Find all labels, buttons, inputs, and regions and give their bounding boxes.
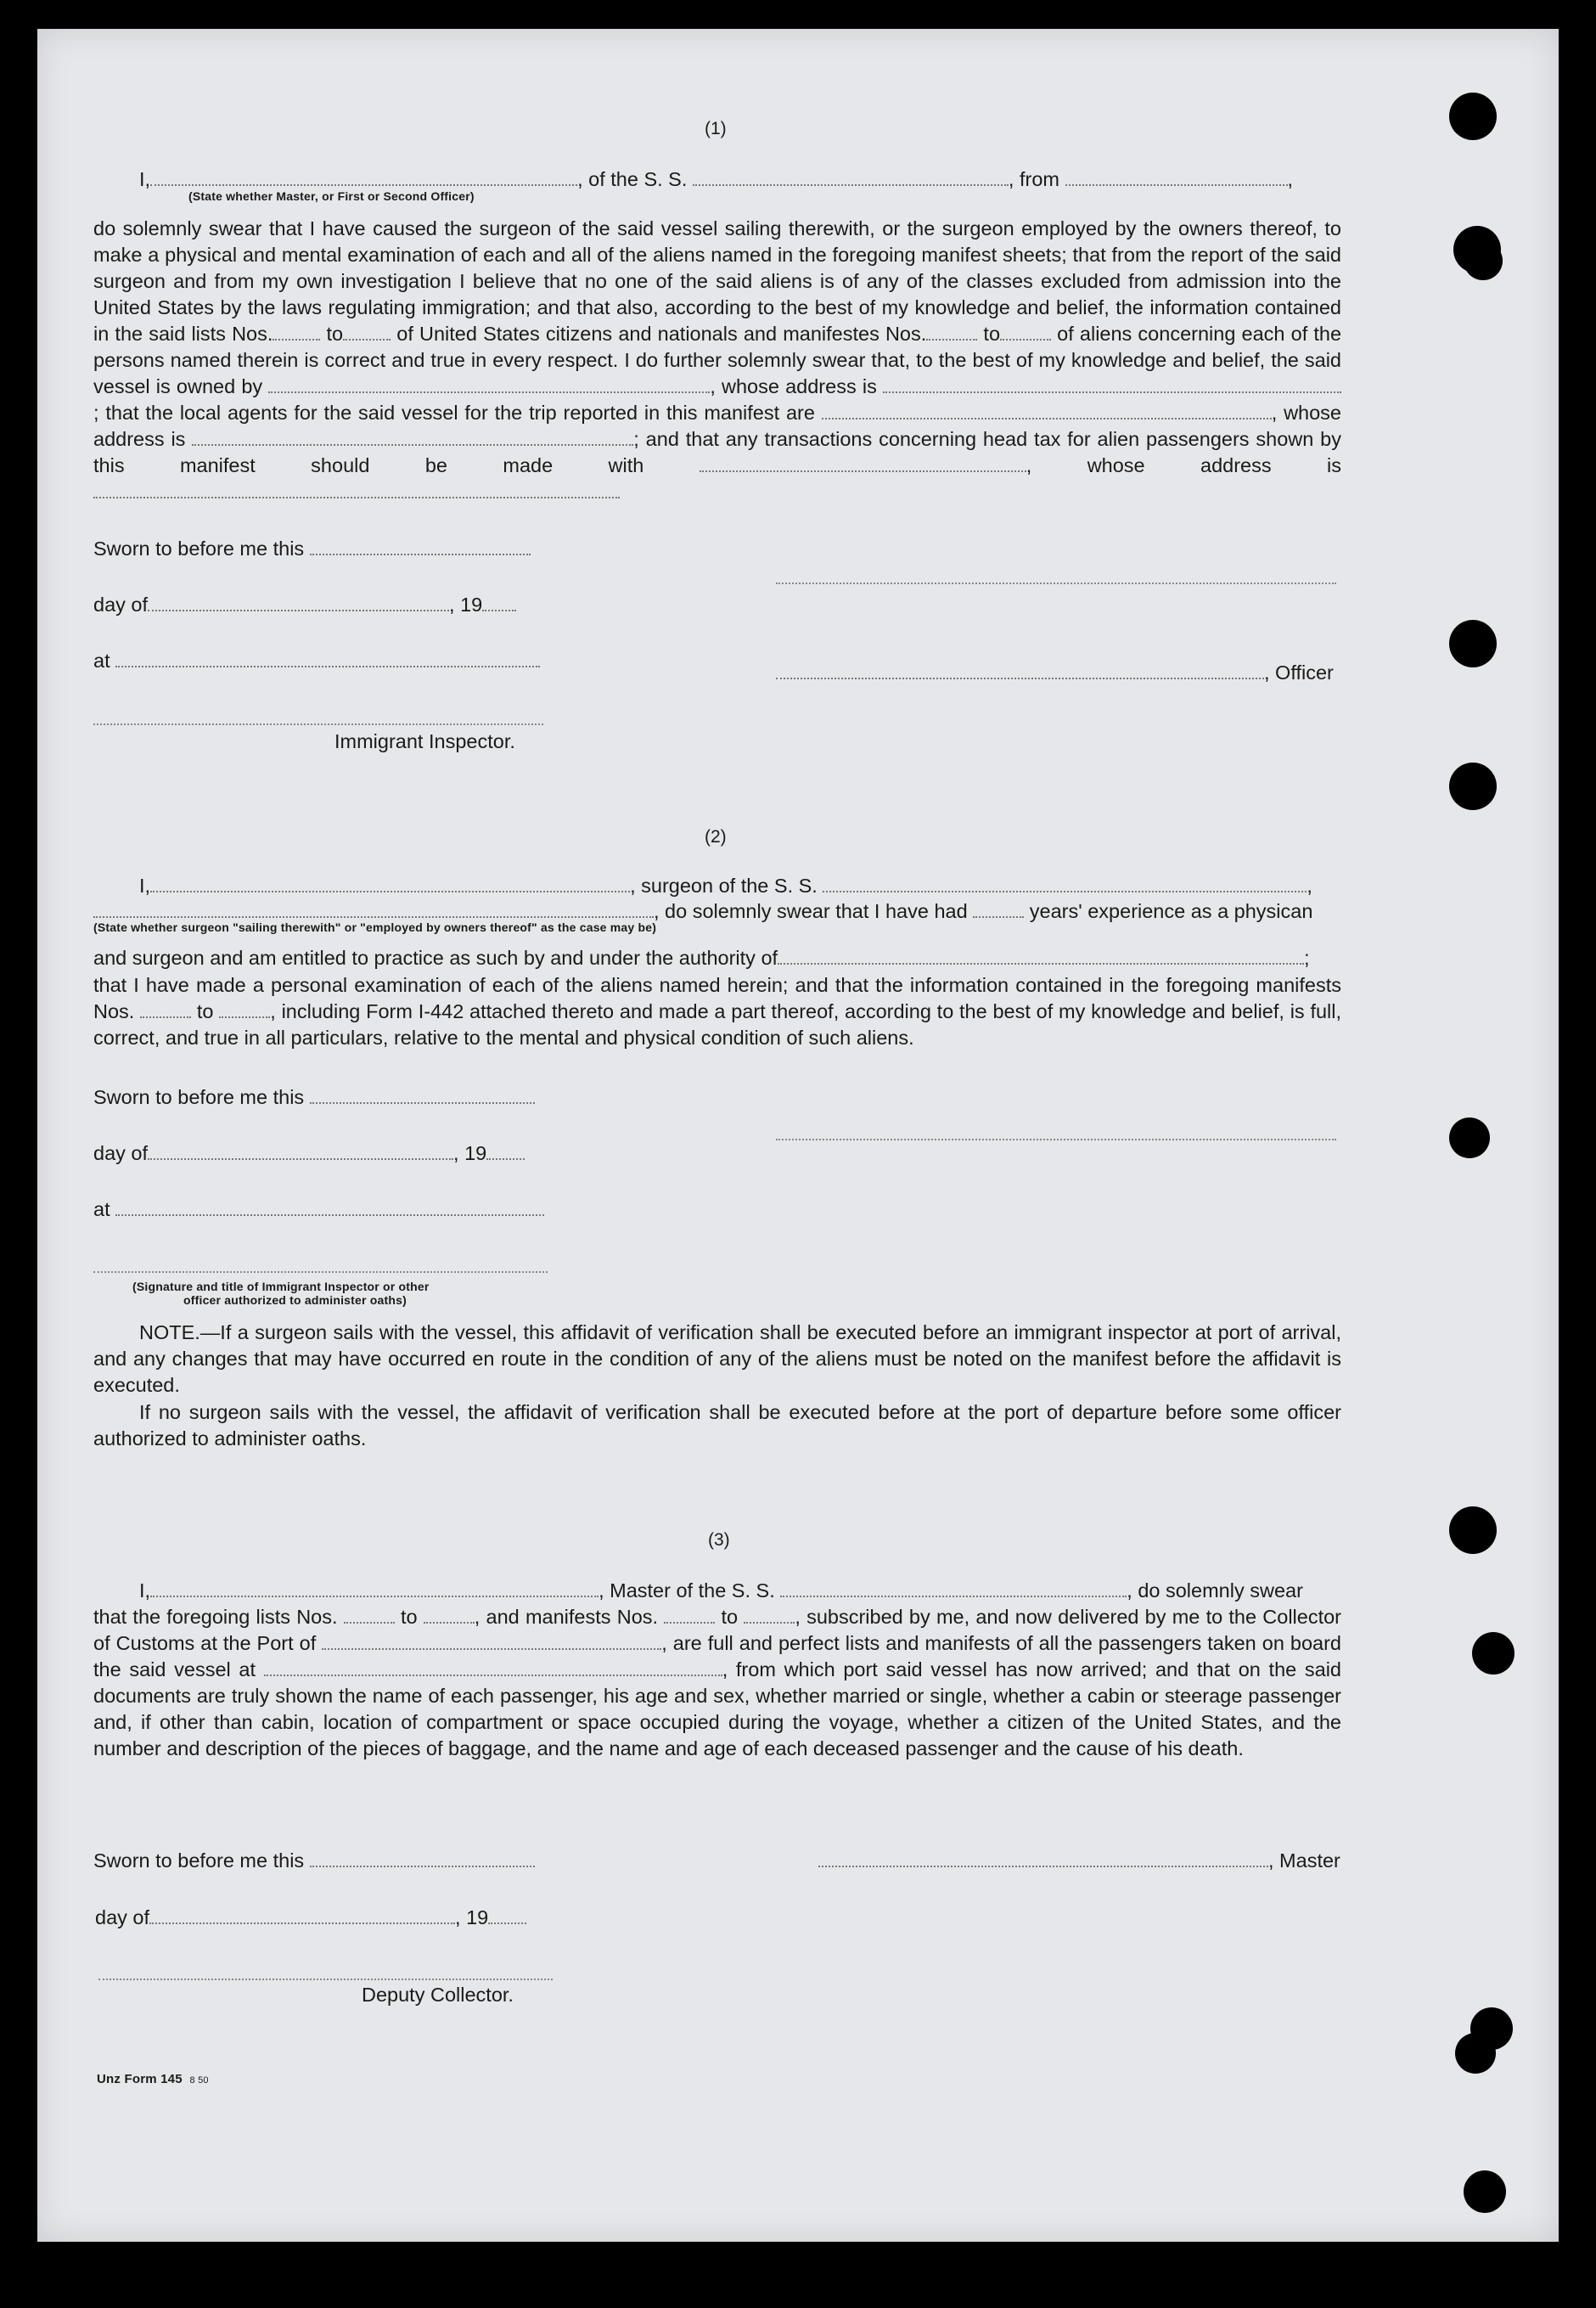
- text: NOTE.—If a surgeon sails with the vessel, this affidavit of verification shall be executed before an immigrant inspector at port of arrival, and any changes that may have occurred en route in the condition of any of the aliens must be noted on the manifest before the affidavit is executed.: [93, 1321, 1341, 1396]
- form-number: [97, 2072, 209, 2086]
- text: ,: [1026, 454, 1032, 476]
- manifests-to-field[interactable]: [1000, 322, 1051, 341]
- text: , including Form I-442 attached thereto and made a part thereof, according to the best of my knowledge and belief, is full, correct, and true in all particulars, relative to the mental and physical condition of such aliens.: [93, 1000, 1342, 1049]
- inspector-signature-line[interactable]: [93, 723, 543, 725]
- text: , of the S. S.: [577, 168, 688, 190]
- port-field[interactable]: [322, 1631, 661, 1650]
- agents-address-field[interactable]: [192, 427, 633, 446]
- place-field[interactable]: [115, 1197, 544, 1216]
- text: , Officer: [1264, 661, 1334, 684]
- vessel-name-field[interactable]: [693, 167, 1009, 186]
- year-field[interactable]: [482, 593, 516, 611]
- punch-hole: [1449, 1506, 1497, 1554]
- punch-hole: [1449, 1117, 1490, 1158]
- surgeon-note: (State whether surgeon "sailing therewith" or "employed by owners thereof" as the case may be): [93, 920, 657, 934]
- section-2-line-1: [139, 874, 1312, 898]
- lists-to-field[interactable]: [424, 1605, 475, 1624]
- text: If no surgeon sails with the vessel, the affidavit of verification shall be executed before at the port of departure before some officer authorized to administer oaths.: [93, 1401, 1341, 1450]
- section-2-line-2: [93, 899, 1312, 923]
- punch-hole: [1449, 93, 1497, 140]
- text: , do solemnly swear: [1127, 1579, 1303, 1602]
- vessel-name-field[interactable]: [823, 874, 1307, 892]
- surgeon-name-field[interactable]: [150, 874, 630, 892]
- section-2-body: [93, 972, 1341, 1051]
- signature-note-1: (Signature and title of Immigrant Inspector or other: [132, 1280, 430, 1293]
- text: at: [93, 650, 110, 672]
- punch-hole: [1464, 2170, 1506, 2213]
- text: , from which port said vessel has now arrived; and that on the said documents are truly shown the name of each passenger, his age and sex, whether married or single, whether a cabin or steerage passenger and, if other than cabin, location of compartment or space occupied during the voyage, whether a citizen of the United States, and the number and description of the pieces of baggage, and the name and age of each deceased passenger and the cause of his death.: [93, 1658, 1341, 1759]
- text: to: [721, 1606, 739, 1628]
- text: , Master: [1268, 1849, 1340, 1872]
- punch-hole: [1472, 1632, 1515, 1675]
- text: that I have made a personal examination of each of the aliens named herein; and that the information contained in the foregoing manifests Nos.: [93, 974, 1341, 1022]
- manifests-from-field[interactable]: [926, 322, 977, 341]
- punch-hole: [1449, 763, 1497, 810]
- section-3-heading: (3): [708, 1530, 730, 1550]
- authority-field[interactable]: [778, 946, 1304, 965]
- text: day of: [93, 594, 149, 616]
- head-tax-contact-field[interactable]: [700, 453, 1026, 472]
- text: to: [400, 1606, 418, 1628]
- master-signature-field[interactable]: [818, 1849, 1268, 1867]
- at-line-2: [93, 1197, 544, 1221]
- year-field[interactable]: [486, 1141, 525, 1160]
- sworn-date-field[interactable]: [310, 537, 531, 555]
- signature-note-2: officer authorized to administer oaths): [183, 1293, 407, 1307]
- text: of United States citizens and nationals and manifestes Nos.: [396, 323, 927, 345]
- text: and surgeon and am entitled to practice as such by and under the authority of: [93, 947, 778, 969]
- lists-to-field[interactable]: [343, 322, 391, 341]
- punch-hole: [1464, 241, 1503, 280]
- section-1-body: [93, 216, 1341, 505]
- lists-from-field[interactable]: [273, 322, 320, 341]
- surgeon-status-field[interactable]: [93, 899, 654, 918]
- sworn-line-2: [93, 1085, 535, 1109]
- embark-port-field[interactable]: [264, 1658, 722, 1676]
- punch-hole: [1455, 2033, 1496, 2074]
- text: Unz Form 145: [97, 2072, 183, 2086]
- text: do solemnly swear that I have caused the surgeon of the said vessel sailing therewith, or the surgeon employed by the owners thereof, to make a physical and mental examination of each and all of the aliens named in the foregoing manifest sheets; that from the report of the said surgeon and from my own investigation I believe that no one of the said aliens is of any of the classes excluded from admission into the United States by the laws regulating immigration; and that also, according to the best of my knowledge and belief, the information contained in the said lists Nos.: [93, 217, 1341, 345]
- manifests-to-field[interactable]: [219, 999, 270, 1018]
- text: , whose address is: [93, 402, 1342, 450]
- text: I,: [139, 875, 151, 897]
- sworn-line-3: [93, 1849, 535, 1872]
- text: ,: [1307, 875, 1312, 897]
- section-1-line-1: [139, 167, 1293, 191]
- surgeon-signature-line[interactable]: [776, 1139, 1336, 1140]
- owner-field[interactable]: [268, 374, 710, 393]
- text: ;: [1304, 947, 1310, 969]
- at-line-1: [93, 649, 540, 673]
- day-of-line-1: [93, 593, 516, 616]
- manifests-from-field[interactable]: [664, 1605, 715, 1624]
- text: I,: [139, 168, 151, 190]
- officer-line: [776, 661, 1334, 684]
- text: , 19: [449, 594, 483, 616]
- signature-line[interactable]: [776, 583, 1336, 584]
- section-3-line-1: [139, 1579, 1303, 1602]
- text: years' experience as a physican: [1029, 900, 1313, 922]
- text: Sworn to before me this: [93, 538, 305, 560]
- text: Sworn to before me this: [93, 1849, 305, 1872]
- sworn-date-field[interactable]: [310, 1849, 535, 1867]
- owner-address-field[interactable]: [883, 374, 1341, 393]
- text: ,: [1287, 168, 1294, 190]
- section-1-heading: (1): [705, 119, 727, 138]
- from-port-field[interactable]: [1065, 167, 1288, 186]
- agents-field[interactable]: [822, 401, 1272, 419]
- text: I,: [139, 1579, 151, 1602]
- master-name-field[interactable]: [150, 167, 577, 186]
- day-of-line-3: [95, 1906, 526, 1929]
- day-month-field[interactable]: [149, 1906, 455, 1924]
- collector-signature-line[interactable]: [98, 1979, 553, 1980]
- day-of-line-2: [93, 1141, 525, 1165]
- section-2-heading: (2): [705, 827, 727, 847]
- inspector-label: Immigrant Inspector.: [334, 730, 515, 752]
- text: to: [983, 323, 1001, 345]
- text: that the foregoing lists Nos.: [93, 1606, 338, 1628]
- text: , surgeon of the S. S.: [630, 875, 818, 897]
- text: of aliens concerning each of the persons named therein is correct and true in every respect. I do further solemnly swear that, to the best of my knowledge and belief, the said vessel is owned by: [93, 323, 1342, 397]
- years-field[interactable]: [973, 899, 1024, 918]
- day-month-field[interactable]: [148, 593, 449, 611]
- text: day of: [93, 1142, 149, 1164]
- officer-signature-field[interactable]: [776, 661, 1264, 679]
- inspector-signature-line[interactable]: [93, 1271, 548, 1273]
- text: , whose address is: [710, 375, 877, 397]
- text: whose address is: [1087, 454, 1341, 476]
- year-field[interactable]: [488, 1906, 526, 1924]
- text: ; and that any transactions concerning head tax for alien passengers shown by this manifest should be made with: [93, 428, 1341, 476]
- text: at: [93, 1198, 110, 1220]
- sworn-line-1: [93, 537, 531, 560]
- manifests-from-field[interactable]: [140, 999, 191, 1018]
- text: , from: [1008, 168, 1059, 190]
- text: , subscribed by me, and now delivered by me to the Collector of Customs at the Port of: [93, 1606, 1342, 1654]
- manifest-affidavit-sheet: [37, 29, 1559, 2242]
- head-tax-address-field[interactable]: [93, 480, 620, 498]
- punch-hole: [1449, 620, 1497, 667]
- officer-note: (State whether Master, or First or Second Officer): [188, 189, 475, 203]
- lists-from-field[interactable]: [344, 1605, 395, 1624]
- text: , 19: [455, 1906, 489, 1928]
- section-2-line-3: [93, 946, 1310, 970]
- master-name-field[interactable]: [150, 1579, 598, 1597]
- text: to: [196, 1000, 214, 1022]
- note-paragraph-2: [93, 1399, 1341, 1452]
- collector-label: Deputy Collector.: [362, 1984, 514, 2006]
- vessel-name-field[interactable]: [780, 1579, 1127, 1597]
- text: , 19: [453, 1142, 487, 1164]
- day-month-field[interactable]: [148, 1141, 453, 1160]
- text: , and manifests Nos.: [474, 1606, 659, 1628]
- text: , are full and perfect lists and manifests of all the passengers taken on board the said vessel at: [93, 1632, 1341, 1680]
- text: , Master of the S. S.: [598, 1579, 775, 1602]
- text: Sworn to before me this: [93, 1086, 305, 1108]
- place-field[interactable]: [115, 649, 540, 667]
- sworn-date-field[interactable]: [310, 1085, 535, 1104]
- section-3-body: [93, 1604, 1341, 1762]
- master-line: [818, 1849, 1340, 1872]
- text: 8 50: [189, 2075, 209, 2086]
- text: day of: [95, 1906, 150, 1928]
- text: , do solemnly swear that I have had: [654, 900, 968, 922]
- note-paragraph-1: [93, 1320, 1341, 1399]
- text: ; that the local agents for the said vessel for the trip reported in this manifest are: [93, 402, 815, 424]
- text: to: [326, 323, 344, 345]
- manifests-to-field[interactable]: [744, 1605, 795, 1624]
